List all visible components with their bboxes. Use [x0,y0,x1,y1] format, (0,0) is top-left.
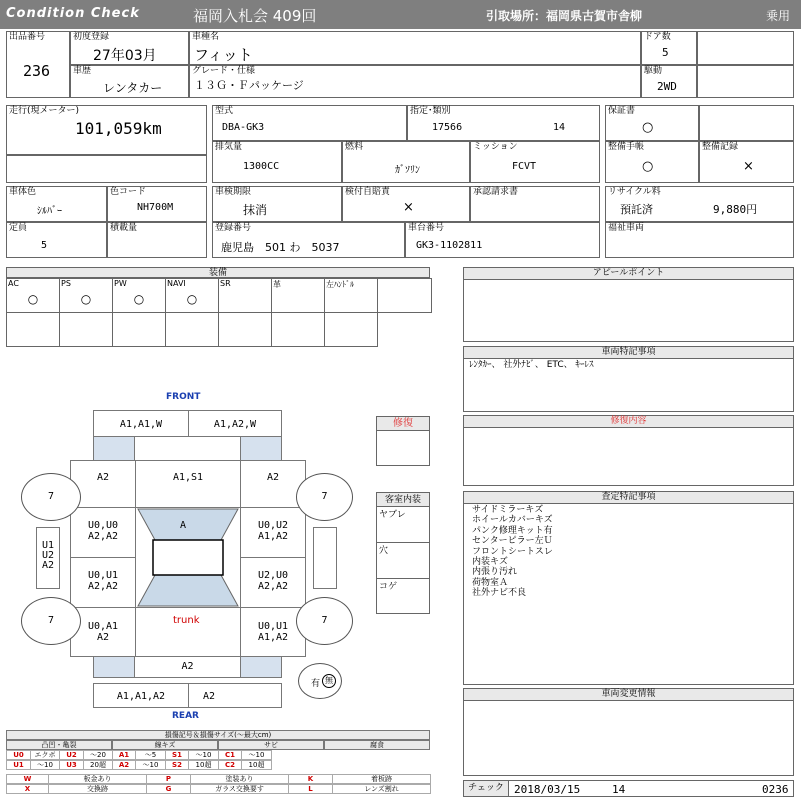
equip-empty [165,312,219,347]
equip-empty [271,312,325,347]
repair-panel-title: 修復内容 [464,416,793,428]
mileage-sub-box [6,155,207,183]
equip-value: ○ [27,292,39,306]
color-value: ｼﾙﾊﾞｰ [37,206,62,217]
car-name-label: 車種名 [192,32,220,42]
repair-panel [463,415,794,486]
welfare-box [605,222,794,258]
change-info-panel [463,688,794,776]
legend-mark-desc: 塗装あり [190,774,289,784]
doors-box [641,31,697,65]
headlight-right [240,436,282,461]
mission-label: ミッション [473,142,518,152]
recycle-fee: 9,880円 [713,203,758,216]
blank-box-1 [697,31,794,65]
taillight-left [93,656,135,678]
front-bumper-left[interactable]: A1,A1,W [93,410,189,437]
spec-box [407,105,600,141]
first-reg-box [70,31,189,65]
rear-door-left[interactable]: U0,U1 A2,A2 [70,557,136,608]
spec-value-2: 14 [553,122,566,133]
front-label: FRONT [166,392,201,402]
check-date: 2018/03/15 [514,783,581,796]
equip-value: ○ [133,292,145,306]
grade-value: １３Ｇ・Ｆパッケージ [194,79,304,92]
equip-0 [6,278,60,313]
inspection-note: 荷物室Ａ [472,577,509,588]
drive-box [641,65,697,98]
recycle-status: 預託済 [620,203,653,216]
equip-empty [324,312,378,347]
model-value: DBA-GK3 [222,122,265,133]
equip-name: AC [8,279,19,288]
wheel-front-right[interactable]: 7 [296,473,353,521]
legend-code: U0 [6,750,31,760]
doors-value: 5 [662,46,669,59]
equip-empty [6,312,60,347]
load-label: 積載量 [110,223,138,233]
legend-mark: K [288,774,333,784]
mirror-right[interactable] [313,527,337,589]
plate-box [212,222,405,258]
cc-value: 1300CC [243,161,280,172]
legend-mark-desc: レンズ割れ [332,784,431,794]
equip-name: NAVI [167,279,186,288]
inspection-note: サイドミラーキズ [472,505,544,515]
manual-value: ○ [642,159,654,174]
legend-desc: 〜20 [83,750,113,760]
rear-door-right[interactable]: U2,U0 A2,A2 [240,557,306,608]
equip-2 [112,278,166,313]
equip-5 [271,278,325,313]
rear-bumper-right[interactable]: A2 [188,683,282,708]
check-label: チェック [464,781,509,796]
inspection-note: ホイールカバーキズ [472,515,553,526]
spare-yes: 有 [311,679,321,689]
interior-row-hole: 穴 [377,543,429,579]
equip-empty [218,312,272,347]
legend-mark-desc: 交換跡 [48,784,147,794]
interior-title: 客室内装 [377,493,429,507]
legend-code: C2 [218,760,242,770]
check-bar [463,780,794,797]
legend-desc: エクボ [30,750,60,760]
load-box [107,222,207,258]
equip-name: PS [61,279,71,288]
inspection-notes-title: 査定特記事項 [464,492,793,504]
blank-box-2 [697,65,794,98]
color-code-box [107,186,207,222]
equip-value: ○ [80,292,92,306]
equip-empty [59,312,113,347]
equip-name: PW [114,279,127,288]
warranty-label: 保証書 [608,106,636,116]
legend-category: サビ [218,740,324,750]
legend-mark: G [146,784,191,794]
legend-code: U1 [6,760,31,770]
insurance-label: 検付自賠責 [345,187,391,197]
wheel-front-left[interactable]: 7 [21,473,81,521]
fuel-label: 燃料 [345,142,364,152]
chassis-box [405,222,600,258]
plate-label: 登録番号 [215,223,252,233]
legend-code: S1 [165,750,189,760]
legend-code: U2 [59,750,84,760]
legend-code: A2 [112,760,136,770]
legend-mark: L [288,784,333,794]
cc-box [212,141,342,183]
capacity-box [6,222,107,258]
car-name-box [189,31,641,65]
plate-value: 鹿児島 501 わ 5037 [221,241,340,254]
color-label: 車体色 [9,187,37,197]
equip-3 [165,278,219,313]
legend-desc: 〜10 [241,750,272,760]
manual-box [605,141,699,183]
legend-code: S2 [165,760,189,770]
pickup-location: 引取場所：福岡県古賀市舎柳 [486,9,643,23]
mileage-label: 走行(現メーター) [9,106,80,116]
history-box [70,65,189,98]
model-box [212,105,407,141]
auction-name: 福岡入札会 409回 [193,7,317,25]
appeal-title: アピールポイント [464,268,793,280]
mission-value: FCVT [512,161,537,172]
rear-quarter-right[interactable]: U0,U1 A1,A2 [240,607,306,657]
repair-box [376,416,430,466]
hood[interactable]: A1,S1 [135,460,241,508]
equip-name: 左ﾊﾝﾄﾞﾙ [326,280,354,289]
legend-desc: 20超 [83,760,113,770]
wheel-rear-left[interactable]: 7 [21,597,81,645]
repair-box-title: 修復 [377,417,429,431]
drive-label: 駆動 [644,66,663,76]
mileage-box [6,105,207,155]
front-fender-left[interactable]: A2 [70,460,136,508]
rear-quarter-left[interactable]: U0,A1 A2 [70,607,136,657]
legend-desc: 〜10 [188,750,219,760]
inspection-notes-list [472,505,553,599]
model-label: 型式 [215,106,234,116]
inspection-note: 内装キズ [472,557,508,568]
trunk-lid[interactable]: A2 [134,656,241,678]
manual-label: 整備手帳 [608,142,645,152]
rear-label: REAR [172,711,199,721]
lot-label: 出品番号 [9,32,46,42]
chassis-value: GK3-1102811 [416,240,483,251]
lot-box [6,31,70,98]
change-info-title: 車両変更情報 [464,689,793,701]
color-box [6,186,107,222]
legend-mark: P [146,774,191,784]
special-notes-panel [463,346,794,412]
front-fender-right[interactable]: A2 [240,460,306,508]
equip-name: SR [220,279,231,288]
inspection-notes-panel [463,491,794,685]
windshield-damage[interactable]: A [180,520,187,531]
color-code-label: 色コード [110,187,147,197]
fuel-box [342,141,470,183]
interior-row-tear: ヤブレ [377,507,429,543]
wheel-rear-right[interactable]: 7 [296,597,353,645]
inspection-limit-value: 抹消 [243,203,268,217]
equip-6 [324,278,378,313]
equip-4 [218,278,272,313]
legend-category: 線キズ [112,740,218,750]
legend-code: A1 [112,750,136,760]
legend-desc: 〜5 [135,750,166,760]
legend-desc: 〜10 [135,760,166,770]
capacity-value: 5 [41,240,48,251]
equip-value: ○ [186,292,198,306]
legend-category: 腐食 [324,740,430,750]
equip-extra [377,278,432,313]
windshield-shape [135,507,241,608]
history-value: レンタカー [103,81,163,95]
spec-label: 指定･類別 [410,106,451,116]
claim-box [470,186,600,222]
recycle-label: リサイクル料 [608,187,661,197]
taillight-right [240,656,282,678]
legend-mark: X [6,784,49,794]
recycle-box [605,186,794,222]
claim-label: 承認請求書 [473,187,519,197]
warranty-box [605,105,699,141]
capacity-label: 定員 [9,223,28,233]
warranty-value: ○ [642,120,654,135]
record-value: × [743,159,754,174]
inspection-note: フロントシートスレ [472,546,553,557]
legend-mark-desc: 板金あり [48,774,147,784]
blank-box-3 [699,105,794,141]
inspection-note: 内張り汚れ [472,567,518,578]
legend-title: 損傷記号＆損傷サイズ(〜最大cm) [6,730,430,740]
vehicle-type: 乗用 [766,9,791,23]
chassis-label: 車台番号 [408,223,445,233]
legend-mark-desc: 着板跡 [332,774,431,784]
doors-label: ドア数 [644,32,671,42]
color-code-value: NH700M [137,202,174,213]
equip-empty [112,312,166,347]
check-number: 14 [612,783,626,796]
check-code: 0236 [762,783,789,796]
legend-code: U3 [59,760,84,770]
equip-name: 革 [273,280,281,289]
lot-number: 236 [23,62,51,80]
first-reg-label: 初度登録 [73,32,110,42]
rear-bumper-left[interactable]: A1,A1,A2 [93,683,189,708]
insurance-box [342,186,470,222]
record-box [699,141,794,183]
legend-desc: 10超 [241,760,272,770]
legend-mark: W [6,774,49,784]
insurance-value: × [403,200,414,215]
legend-mark-desc: ガラス交換要す [190,784,289,794]
spare-none-mark: 無 [322,674,336,688]
first-reg-value: 27年03月 [93,48,157,64]
appeal-panel [463,267,794,342]
welfare-label: 福祉車両 [608,223,645,233]
front-door-left[interactable]: U0,U0 A2,A2 [70,507,136,558]
spec-value-1: 17566 [432,122,463,133]
car-name-value: フィット [194,46,253,64]
grade-label: グレード・仕様 [192,66,256,76]
legend-desc: 10超 [188,760,219,770]
legend-desc: 〜10 [30,760,60,770]
special-notes-title: 車両特記事項 [464,347,793,359]
front-bumper-right[interactable]: A1,A2,W [188,410,282,437]
history-label: 車歴 [73,66,92,76]
mileage-value: 101,059km [75,119,162,138]
legend-code: C1 [218,750,242,760]
inspection-note: 社外ナビ不良 [472,588,527,599]
equip-1 [59,278,113,313]
interior-row-burn: コゲ [379,582,398,592]
cc-label: 排気量 [215,142,243,152]
inspection-note: センターピラー左Ｕ [472,536,553,547]
special-notes-text: ﾚﾝﾀｶｰ、 社外ﾅﾋﾞ、 ETC、 ｷｰﾚｽ [469,360,594,370]
mirror-left[interactable]: U1 U2 A2 [36,527,60,589]
header-title: Condition Check [6,6,140,21]
equipment-header: 装備 [6,267,430,278]
record-label: 整備記録 [702,142,739,152]
headlight-left [93,436,135,461]
inspection-note: パンク修理キット有 [472,525,553,536]
legend-category: 凸凹・亀裂 [6,740,112,750]
trunk-label: trunk [173,615,200,626]
fuel-value: ｶﾞｿﾘﾝ [395,165,420,176]
drive-value: 2WD [657,80,677,93]
mission-box [470,141,600,183]
inspection-box [212,186,342,222]
interior-box [376,492,430,614]
grade-box [189,65,641,98]
front-door-right[interactable]: U0,U2 A1,A2 [240,507,306,558]
inspection-limit-label: 車検期限 [215,187,252,197]
